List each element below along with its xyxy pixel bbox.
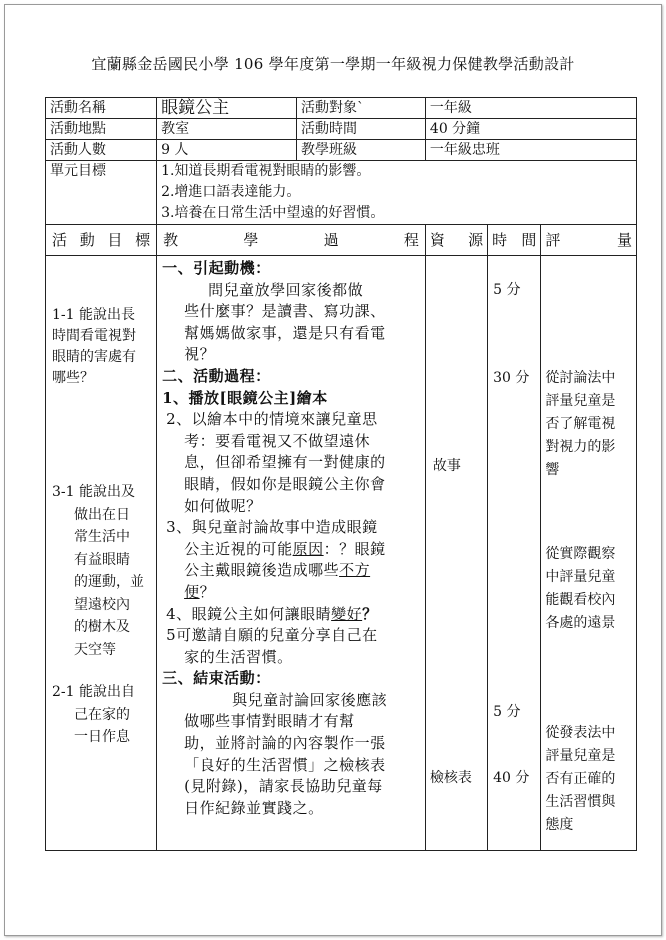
target-value: 一年級	[425, 98, 636, 119]
count-value: 9 人	[157, 140, 297, 161]
process-text: 一、引起動機： 問兒童放學回家後都做 些什麼事？是讀書、寫功課、 幫媽媽做家事，還是只有看電 視？ 二、活動過程： 1、播放[眼鏡公主]繪本 2、以繪本中的情境來讓兒童思 考：要看電視又不做望遠休 息，但卻希望擁有一對健康的 眼睛，假如你是眼鏡公主你會 如何做呢？ 3、與兒童討論故事中造成眼鏡 公主近視的可能原因：？眼鏡 公主戴眼鏡後造成哪些不方 便？ 4、眼鏡公主如何讓眼睛變好？ 5可邀請自願的兒童分享自己在 家的生活習慣。 三、結束活動： 與兒童討論回家後應該 做哪些事情對眼睛才有幫 助，並將討論的內容製作一張 「良好的生活習慣」之檢核表 (見附錄)，請家長協助兒童每 日作紀錄並實踐之。	[162, 259, 388, 817]
unit-goal-2: 2.增進口語表達能力。	[161, 184, 301, 200]
header-goal: 活 動 目 標	[46, 225, 157, 256]
process-cell	[157, 256, 426, 851]
section-2-title: 二、活動過程：	[162, 366, 271, 385]
resource-cell	[425, 256, 487, 851]
count-label: 活動人數	[46, 140, 157, 161]
unit-goal-3: 3.培養在日常生活中望遠的好習慣。	[161, 205, 385, 221]
target-label: 活動對象`	[297, 98, 426, 119]
resource-checklist: 檢核表	[429, 770, 472, 786]
lesson-plan-table	[45, 97, 637, 851]
header-resource: 資 源	[425, 225, 487, 256]
header-row	[46, 225, 637, 256]
section-1-title: 一、引起動機：	[162, 259, 271, 277]
unit-goals	[157, 161, 637, 225]
unit-goal-label: 單元目標	[46, 161, 157, 225]
goals-cell	[46, 256, 157, 851]
place-value: 教室	[157, 119, 297, 140]
unit-goal-1: 1.知道長期看電視對眼睛的影響。	[161, 163, 371, 179]
goal-2: 3-1 能說出及 做出在日 常生活中 有益眼睛 的運動，並 望遠校內 的樹木及 天空等	[52, 484, 144, 658]
goal-1: 1-1 能說出長 時間看電視對 眼睛的害處有 哪些？	[52, 307, 136, 386]
header-time: 時 間	[488, 225, 541, 256]
class-value: 一年級忠班	[425, 140, 636, 161]
activity-row	[46, 256, 637, 851]
goal-3: 2-1 能說出自 己在家的 一日作息	[52, 684, 135, 745]
eval-cell	[541, 256, 637, 851]
time-label: 活動時間	[297, 119, 426, 140]
section-3-title: 三、結束活動：	[162, 669, 271, 688]
place-label: 活動地點	[46, 119, 157, 140]
name-label: 活動名稱	[46, 98, 157, 119]
class-label: 教學班級	[297, 140, 426, 161]
name-value: 眼鏡公主	[157, 98, 297, 119]
info-row-1	[46, 98, 637, 119]
document-page	[4, 4, 662, 936]
time-total: 40 分	[493, 770, 530, 786]
document-title: 宜蘭縣金岳國民小學 106 學年度第一學期一年級視力保健教學活動設計	[91, 55, 575, 73]
eval-3: 從發表法中 評量兒童是 否有正確的 生活習慣與 態度	[545, 725, 616, 833]
time-closing: 5 分	[493, 704, 521, 720]
time-activity: 30 分	[493, 370, 530, 386]
info-row-2	[46, 119, 637, 140]
resource-story: 故事	[432, 458, 461, 474]
eval-1: 從討論法中 評量兒童是 否了解電視 對視力的影 響	[545, 370, 616, 478]
time-cell	[488, 256, 541, 851]
info-row-3	[46, 140, 637, 161]
header-process: 教 學 過 程	[157, 225, 426, 256]
eval-2: 從實際觀察 中評量兒童 能觀看校內 各處的遠景	[545, 546, 616, 631]
unit-goals-row	[46, 161, 637, 225]
header-eval: 評 量	[541, 225, 637, 256]
time-value: 40 分鐘	[425, 119, 636, 140]
time-warmup: 5 分	[493, 282, 521, 298]
